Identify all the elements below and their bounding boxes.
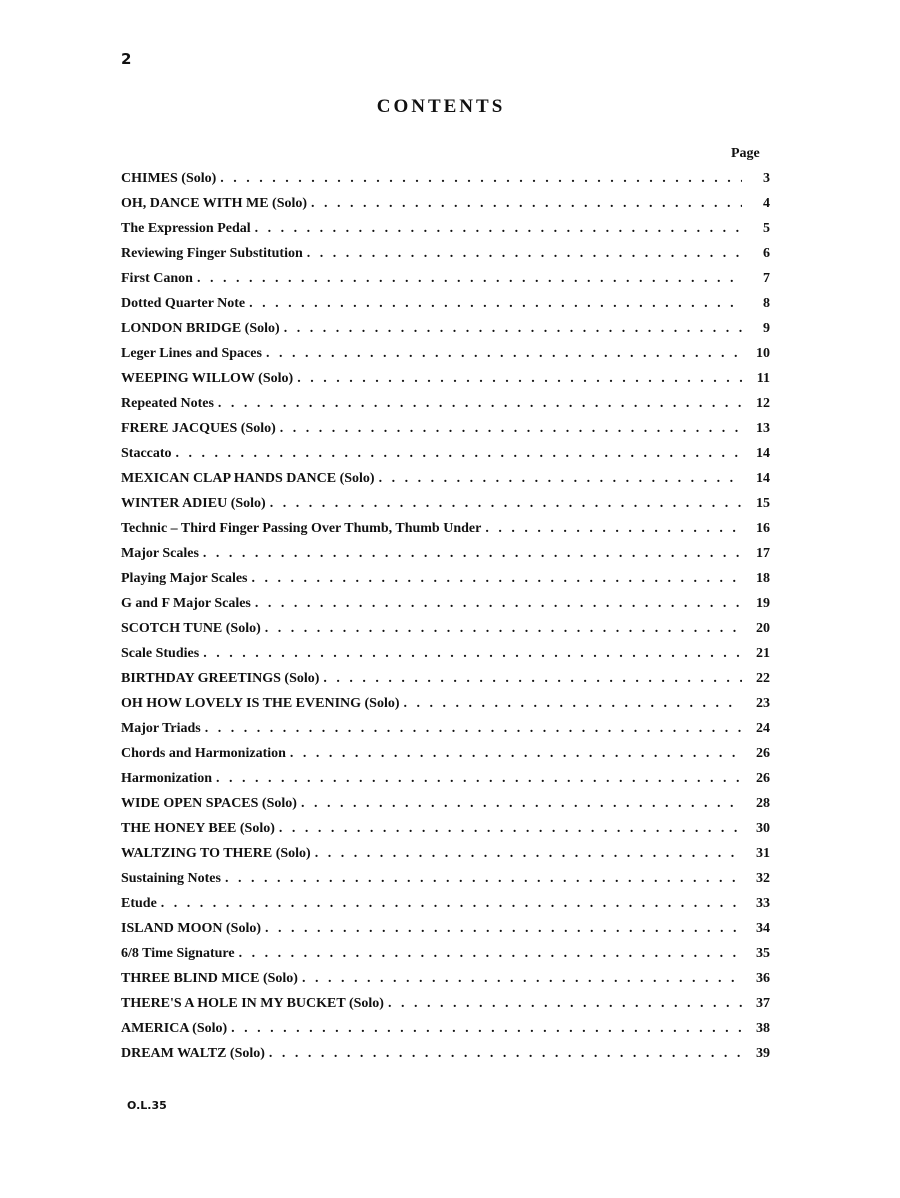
dot-leader bbox=[231, 1016, 742, 1041]
toc-entry-title: Staccato bbox=[121, 446, 172, 461]
toc-entry bbox=[121, 716, 770, 741]
toc-entry bbox=[121, 466, 770, 491]
dot-leader bbox=[315, 841, 742, 866]
dot-leader bbox=[311, 191, 742, 216]
dot-leader bbox=[270, 491, 742, 516]
toc-entry bbox=[121, 691, 770, 716]
toc-entry-page: 36 bbox=[756, 971, 770, 986]
toc-entry bbox=[121, 966, 770, 991]
dot-leader bbox=[205, 716, 742, 741]
toc-entry-title: DREAM WALTZ (Solo) bbox=[121, 1046, 265, 1061]
toc-entry-title: FRERE JACQUES (Solo) bbox=[121, 421, 276, 436]
toc-entry-page: 18 bbox=[756, 571, 770, 586]
toc-entry bbox=[121, 1041, 770, 1066]
toc-entry bbox=[121, 841, 770, 866]
toc-entry-page: 32 bbox=[756, 871, 770, 886]
toc-entry bbox=[121, 991, 770, 1016]
toc-entry-page: 17 bbox=[756, 546, 770, 561]
toc-entry-title: Reviewing Finger Substitution bbox=[121, 246, 303, 261]
dot-leader bbox=[216, 766, 742, 791]
toc-entry-page: 19 bbox=[756, 596, 770, 611]
toc-entry-title: WEEPING WILLOW (Solo) bbox=[121, 371, 294, 386]
toc-entry-page: 26 bbox=[756, 746, 770, 761]
page-column-header: Page bbox=[731, 146, 760, 161]
toc-entry-page: 16 bbox=[756, 521, 770, 536]
toc-entry-page: 5 bbox=[763, 221, 770, 236]
toc-entry-page: 15 bbox=[756, 496, 770, 511]
dot-leader bbox=[265, 916, 742, 941]
toc-entry bbox=[121, 441, 770, 466]
dot-leader bbox=[307, 241, 742, 266]
toc-entry bbox=[121, 766, 770, 791]
toc-entry-title: LONDON BRIDGE (Solo) bbox=[121, 321, 280, 336]
toc-entry-title: Etude bbox=[121, 896, 157, 911]
toc-entry-page: 4 bbox=[763, 196, 770, 211]
toc-entry bbox=[121, 216, 770, 241]
toc-entry-title: ISLAND MOON (Solo) bbox=[121, 921, 262, 936]
toc-entry-title: THE HONEY BEE (Solo) bbox=[121, 821, 275, 836]
toc-entry bbox=[121, 791, 770, 816]
toc-entry-title: THREE BLIND MICE (Solo) bbox=[121, 971, 298, 986]
toc-entry bbox=[121, 516, 770, 541]
toc-entry bbox=[121, 816, 770, 841]
toc-entry-title: Sustaining Notes bbox=[121, 871, 221, 886]
toc-entry-page: 21 bbox=[756, 646, 770, 661]
toc-entry-title: G and F Major Scales bbox=[121, 596, 251, 611]
toc-entry-title: Repeated Notes bbox=[121, 396, 214, 411]
toc-entry-title: Harmonization bbox=[121, 771, 212, 786]
dot-leader bbox=[297, 366, 742, 391]
toc-entry-title: Playing Major Scales bbox=[121, 571, 248, 586]
toc-entry-page: 10 bbox=[756, 346, 770, 361]
footer-code: O.L.35 bbox=[127, 1099, 167, 1112]
toc-entry-page: 31 bbox=[756, 846, 770, 861]
toc-entry-title: OH HOW LOVELY IS THE EVENING (Solo) bbox=[121, 696, 400, 711]
toc-entry bbox=[121, 566, 770, 591]
toc-entry-title: WINTER ADIEU (Solo) bbox=[121, 496, 266, 511]
toc-entry-title: OH, DANCE WITH ME (Solo) bbox=[121, 196, 308, 211]
dot-leader bbox=[302, 966, 742, 991]
toc-entry-title: SCOTCH TUNE (Solo) bbox=[121, 621, 261, 636]
dot-leader bbox=[197, 266, 742, 291]
toc-entry bbox=[121, 341, 770, 366]
toc-entry-title: Major Scales bbox=[121, 546, 199, 561]
dot-leader bbox=[225, 866, 742, 891]
toc-entry-page: 20 bbox=[756, 621, 770, 636]
toc-entry bbox=[121, 266, 770, 291]
toc-entry bbox=[121, 541, 770, 566]
toc-entry bbox=[121, 591, 770, 616]
toc-entry bbox=[121, 866, 770, 891]
toc-entry-page: 11 bbox=[756, 371, 770, 386]
toc-entry-page: 28 bbox=[756, 796, 770, 811]
dot-leader bbox=[218, 391, 742, 416]
toc-entry-page: 8 bbox=[763, 296, 770, 311]
dot-leader bbox=[266, 341, 742, 366]
toc-entry-page: 22 bbox=[756, 671, 770, 686]
toc-entry bbox=[121, 491, 770, 516]
toc-entry-title: THERE'S A HOLE IN MY BUCKET (Solo) bbox=[121, 996, 384, 1011]
dot-leader bbox=[301, 791, 742, 816]
toc-entry-page: 24 bbox=[756, 721, 770, 736]
toc-entry-title: 6/8 Time Signature bbox=[121, 946, 235, 961]
dot-leader bbox=[255, 591, 742, 616]
toc-entry-title: WIDE OPEN SPACES (Solo) bbox=[121, 796, 297, 811]
toc-entry-page: 14 bbox=[756, 471, 770, 486]
toc-entry-page: 35 bbox=[756, 946, 770, 961]
table-of-contents bbox=[121, 166, 770, 1066]
dot-leader bbox=[269, 1041, 742, 1066]
dot-leader bbox=[280, 416, 742, 441]
page-title: CONTENTS bbox=[376, 96, 506, 117]
toc-entry bbox=[121, 616, 770, 641]
dot-leader bbox=[220, 166, 742, 191]
toc-entry-page: 13 bbox=[756, 421, 770, 436]
toc-entry-page: 38 bbox=[756, 1021, 770, 1036]
toc-entry-page: 14 bbox=[756, 446, 770, 461]
toc-entry-title: Leger Lines and Spaces bbox=[121, 346, 262, 361]
dot-leader bbox=[265, 616, 742, 641]
toc-entry-page: 3 bbox=[763, 171, 770, 186]
toc-entry bbox=[121, 941, 770, 966]
toc-entry bbox=[121, 891, 770, 916]
toc-entry-page: 33 bbox=[756, 896, 770, 911]
toc-entry-title: Dotted Quarter Note bbox=[121, 296, 246, 311]
dot-leader bbox=[388, 991, 742, 1016]
dot-leader bbox=[249, 291, 742, 316]
toc-entry-page: 34 bbox=[756, 921, 770, 936]
toc-entry bbox=[121, 316, 770, 341]
dot-leader bbox=[279, 816, 742, 841]
toc-entry bbox=[121, 741, 770, 766]
toc-entry-title: Technic – Third Finger Passing Over Thumb, Thumb Under bbox=[121, 521, 482, 536]
toc-entry-title: Scale Studies bbox=[121, 646, 200, 661]
toc-entry-page: 23 bbox=[756, 696, 770, 711]
dot-leader bbox=[161, 891, 742, 916]
toc-entry bbox=[121, 366, 770, 391]
dot-leader bbox=[323, 666, 742, 691]
toc-entry-page: 37 bbox=[756, 996, 770, 1011]
toc-entry bbox=[121, 916, 770, 941]
dot-leader bbox=[284, 316, 742, 341]
toc-entry-page: 9 bbox=[763, 321, 770, 336]
toc-entry-title: WALTZING TO THERE (Solo) bbox=[121, 846, 311, 861]
toc-entry-title: The Expression Pedal bbox=[121, 221, 251, 236]
toc-entry-title: First Canon bbox=[121, 271, 193, 286]
dot-leader bbox=[290, 741, 742, 766]
dot-leader bbox=[485, 516, 742, 541]
toc-entry bbox=[121, 416, 770, 441]
dot-leader bbox=[203, 641, 742, 666]
toc-entry bbox=[121, 191, 770, 216]
dot-leader bbox=[404, 691, 742, 716]
toc-entry-page: 7 bbox=[763, 271, 770, 286]
toc-entry-title: CHIMES (Solo) bbox=[121, 171, 217, 186]
toc-entry-page: 6 bbox=[763, 246, 770, 261]
toc-entry-page: 26 bbox=[756, 771, 770, 786]
dot-leader bbox=[203, 541, 742, 566]
dot-leader bbox=[176, 441, 742, 466]
toc-entry-title: Chords and Harmonization bbox=[121, 746, 286, 761]
page-number: 2 bbox=[121, 50, 132, 68]
toc-entry-title: Major Triads bbox=[121, 721, 201, 736]
dot-leader bbox=[379, 466, 742, 491]
toc-entry bbox=[121, 241, 770, 266]
toc-entry-title: AMERICA (Solo) bbox=[121, 1021, 228, 1036]
dot-leader bbox=[239, 941, 742, 966]
toc-entry bbox=[121, 641, 770, 666]
toc-entry-page: 12 bbox=[756, 396, 770, 411]
toc-entry-title: BIRTHDAY GREETINGS (Solo) bbox=[121, 671, 320, 686]
toc-entry bbox=[121, 1016, 770, 1041]
toc-entry bbox=[121, 166, 770, 191]
toc-entry bbox=[121, 666, 770, 691]
toc-entry bbox=[121, 391, 770, 416]
dot-leader bbox=[255, 216, 742, 241]
toc-entry-page: 30 bbox=[756, 821, 770, 836]
dot-leader bbox=[252, 566, 742, 591]
toc-entry-page: 39 bbox=[756, 1046, 770, 1061]
toc-entry bbox=[121, 291, 770, 316]
toc-entry-title: MEXICAN CLAP HANDS DANCE (Solo) bbox=[121, 471, 375, 486]
